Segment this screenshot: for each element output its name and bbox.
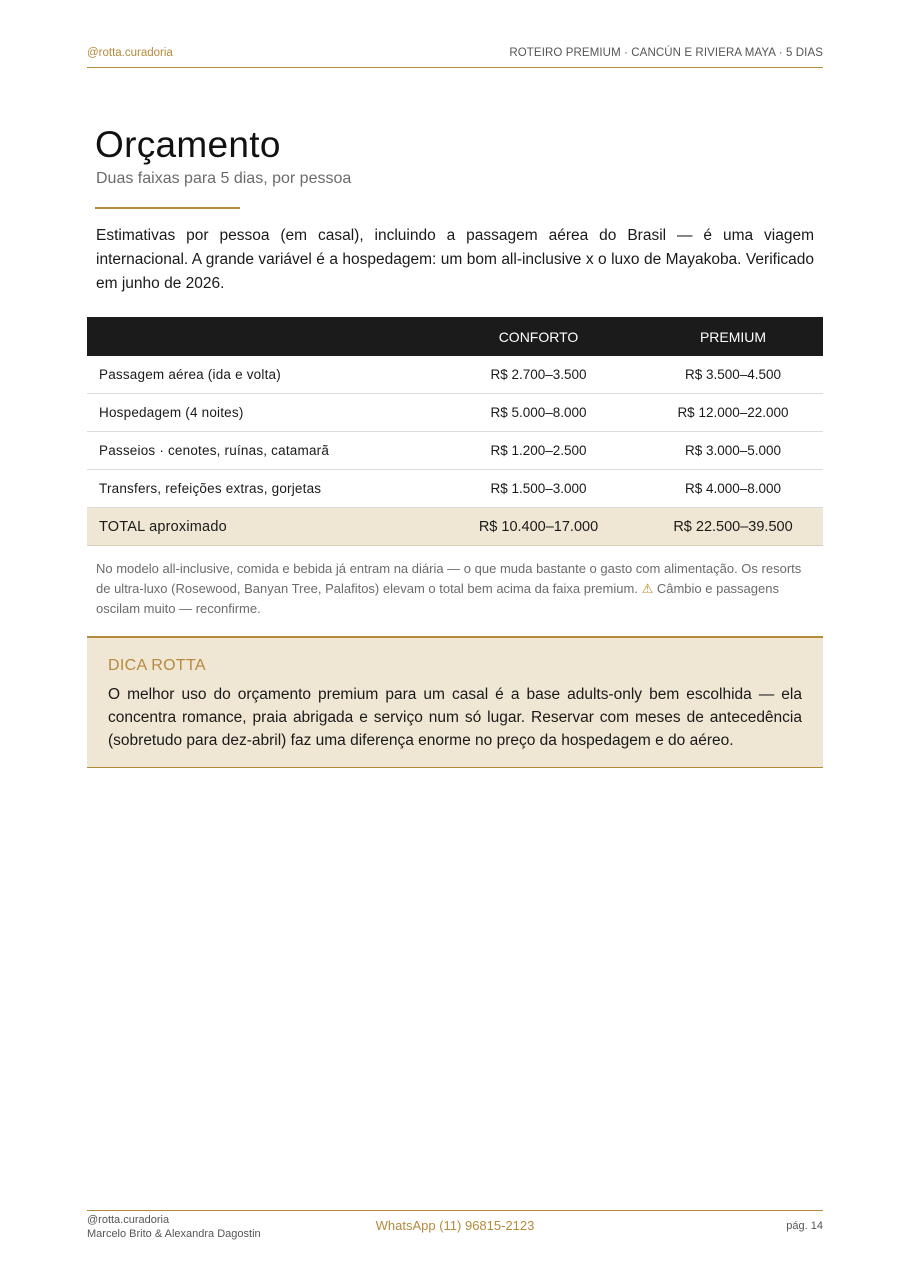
row-conforto-value: R$ 2.700–3.500 xyxy=(434,356,643,394)
table-header-label xyxy=(87,317,434,356)
tip-box xyxy=(87,636,823,768)
row-conforto-value: R$ 1.200–2.500 xyxy=(434,432,643,470)
page-header xyxy=(87,44,823,68)
title-divider xyxy=(95,207,240,209)
table-row xyxy=(87,394,823,432)
header-handle[interactable]: @rotta.curadoria xyxy=(87,47,173,59)
row-label: Hospedagem (4 noites) xyxy=(87,394,434,432)
page-subtitle: Duas faixas para 5 dias, por pessoa xyxy=(96,170,352,187)
footer-handle[interactable]: @rotta.curadoria xyxy=(87,1214,170,1226)
row-conforto-value: R$ 5.000–8.000 xyxy=(434,394,643,432)
header-doc-title: ROTEIRO PREMIUM · CANCÚN E RIVIERA MAYA · 5 DIAS xyxy=(509,47,823,59)
page-footer xyxy=(87,1210,823,1246)
total-label: TOTAL aproximado xyxy=(87,508,434,546)
row-premium-value: R$ 4.000–8.000 xyxy=(643,470,823,508)
note-warning-text: Câmbio e passagens oscilam muito — reconfirme. xyxy=(96,581,779,616)
total-premium-value: R$ 22.500–39.500 xyxy=(643,508,823,546)
footer-whatsapp-link[interactable]: WhatsApp (11) 96815-2123 xyxy=(375,1218,535,1233)
row-label: Passagem aérea (ida e volta) xyxy=(87,356,434,394)
table-row xyxy=(87,470,823,508)
total-conforto-value: R$ 10.400–17.000 xyxy=(434,508,643,546)
intro-paragraph: Estimativas por pessoa (em casal), incluindo a passagem aérea do Brasil — é uma viagem internacional. A grande variável é a hospedagem: um bom all-inclusive x o luxo de Mayakoba. Verificado em junho de 2026. xyxy=(96,227,814,292)
row-premium-value: R$ 3.000–5.000 xyxy=(643,432,823,470)
page-number: pág. 14 xyxy=(786,1220,823,1232)
table-row xyxy=(87,432,823,470)
row-conforto-value: R$ 1.500–3.000 xyxy=(434,470,643,508)
note-text: No modelo all-inclusive, comida e bebida já entram na diária — o que muda bastante o gasto com alimentação. Os resorts de ultra-luxo (Rosewood, Banyan Tree, Palafitos) elevam o total bem acima da faixa premium. xyxy=(96,561,802,596)
page-title: Orçamento xyxy=(95,124,281,165)
budget-note xyxy=(96,559,812,619)
table-header-row xyxy=(87,317,823,356)
table-total-row xyxy=(87,508,823,546)
warning-icon: ⚠ xyxy=(641,581,654,596)
budget-table xyxy=(87,317,823,546)
table-header-conforto: CONFORTO xyxy=(434,317,643,356)
footer-authors: Marcelo Brito & Alexandra Dagostin xyxy=(87,1228,261,1240)
row-premium-value: R$ 12.000–22.000 xyxy=(643,394,823,432)
row-label: Passeios · cenotes, ruínas, catamarã xyxy=(87,432,434,470)
row-premium-value: R$ 3.500–4.500 xyxy=(643,356,823,394)
tip-title: DICA ROTTA xyxy=(108,657,206,674)
table-header-premium: PREMIUM xyxy=(643,317,823,356)
row-label: Transfers, refeições extras, gorjetas xyxy=(87,470,434,508)
tip-text: O melhor uso do orçamento premium para um casal é a base adults-only bem escolhida — ela concentra romance, praia abrigada e serviço num só lugar. Reservar com meses de antecedência (sobretudo para dez-abril) faz uma diferença enorme no preço da hospedagem e do aéreo. xyxy=(108,686,802,749)
table-row xyxy=(87,356,823,394)
